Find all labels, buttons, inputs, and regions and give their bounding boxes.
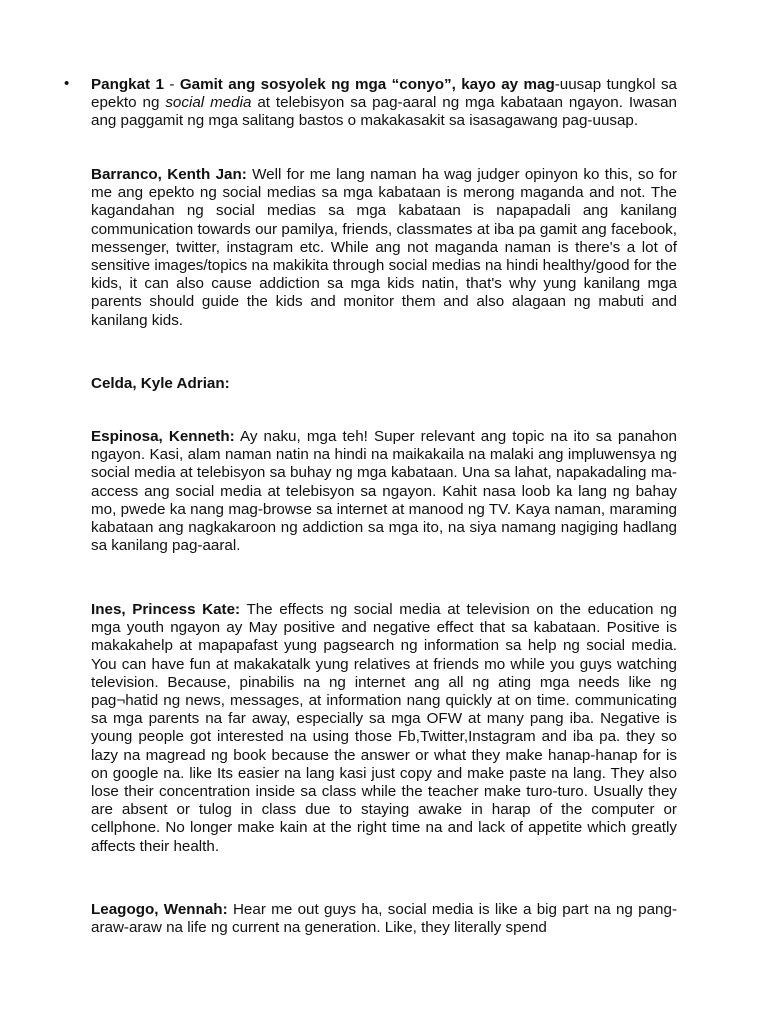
entry-barranco xyxy=(91,166,677,330)
group-dash: - xyxy=(163,76,180,93)
speaker-text: Well for me lang naman ha wag judger opinyon ko this, so for me ang epekto ng social medias sa mga kabataan is merong maganda and not. The kagandahan ng social medias sa mga kabataan is napapadali ang kanilang communication towards our pamilya, friends, classmates at iba pa gamit ang facebook, messenger, twitter, instagram etc. While ang not maganda naman is there's a lot of sensitive images/topics na makikita through social medias na hindi healthy/good for the kids, it can also cause addiction sa mga kids natin, that's why yung kanilang mga parents should guide the kids and monitor them and also alagaan ng mabuti and kanilang kids. xyxy=(91,166,677,329)
instruction-text-a: -uusap tungkol sa epekto ng xyxy=(91,76,677,112)
speaker-name: Celda, Kyle Adrian: xyxy=(91,375,230,392)
bullet-marker: • xyxy=(64,75,70,92)
speaker-text: Ay naku, mga teh! Super relevant ang topic na ito sa panahon ngayon. Kasi, alam naman natin na hindi na maikakaila na malaki ang impluwensya ng social media at telebisyon sa buhay ng mga kabataan. Una sa lahat, napakadaling ma-access ang social media at telebisyon sa ngayon. Kahit nasa loob ka lang ng bahay mo, pwede ka nang mag-browse sa internet at manood ng TV. Kaya naman, maraming kabataan ang nagkakaroon ng addiction sa mga ito, na siya namang nagiging hadlang sa kanilang pag-aaral. xyxy=(91,428,677,555)
group-label: Pangkat 1 xyxy=(91,76,164,93)
group-instruction xyxy=(91,76,677,131)
entry-ines xyxy=(91,601,677,856)
speaker-name: Leagogo, Wennah: xyxy=(91,901,228,918)
speaker-name: Ines, Princess Kate: xyxy=(91,601,241,618)
instruction-italic: social media xyxy=(165,94,252,112)
entry-leagogo xyxy=(91,901,677,937)
instruction-text-b: at telebisyon sa pag-aaral ng mga kabataan ngayon. Iwasan ang paggamit ng mga salitang bastos o makakasakit sa isasagawang pag-uusap. xyxy=(91,94,677,130)
entry-espinosa xyxy=(91,428,677,555)
speaker-text: The effects ng social media at television on the education ng mga youth ngayon ay May positive and negative effect that sa kabataan. Positive is makakahelp at mapapafast yung pagsearch ng information sa help ng social media. You can have fun at makakatalk yung relatives at friends mo while you guys watching television. Because, pinabilis na ng internet ang all ng ating mga needs like ng pag¬hatid ng news, messages, at information nang quickly at on time. communicating sa mga parents na far away, especially sa mga OFW at many pang iba. Negative is young people got interested na using those Fb,Twitter,Instagram and iba pa. they so lazy na magread ng book because the answer or what they make hanap-hanap for is on google na. like Its easier na lang kasi just copy and make paste na lang. They also lose their concentration inside sa class while the teacher make turo-turo. Usually they are absent or tulog in class due to staying awake in harap of the computer or cellphone. No longer make kain at the right time na and lack of appetite which greatly affects their health. xyxy=(91,601,677,855)
instruction-bold: Gamit ang sosyolek ng mga “conyo”, kayo ay mag xyxy=(179,76,555,93)
entry-celda xyxy=(91,375,677,393)
speaker-name: Espinosa, Kenneth: xyxy=(91,428,235,445)
speaker-name: Barranco, Kenth Jan: xyxy=(91,166,247,183)
speaker-text: Hear me out guys ha, social media is like a big part na ng pang-araw-araw na life ng current na generation. Like, they literally spend xyxy=(91,901,677,937)
